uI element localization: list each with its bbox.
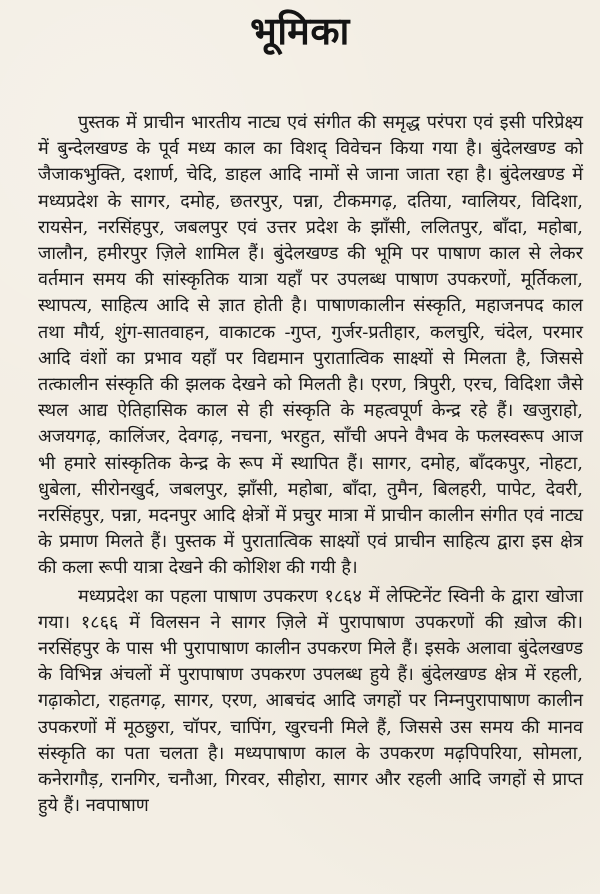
paragraph-2: मध्यप्रदेश का पहला पाषाण उपकरण १८६४ में लेफ्टिनेंट स्विनी के द्वारा खोजा गया। १८६६ में विलसन ने सागर ज़िले में पुरापाषाण उपकरणों की ख़ोज की। नरसिंहपुर के पास भी पुरापाषाण कालीन उपकरण मिले हैं। इसके अलावा बुंदेलखण्ड के विभिन्न अंचलों में पुरापाषाण उपकरण उपलब्ध हुये हैं। बुंदेलखण्ड क्षेत्र में रहली, गढ़ाकोटा, राहतगढ़, सागर, एरण, आबचंद आदि जगहों पर निम्नपुरापाषाण कालीन उपकरणों में मूठछुरा, चॉपर, चापिंग, खुरचनी मिले हैं, जिससे उस समय की मानव संस्कृति का पता चलता है। मध्यपाषाण काल के उपकरण मढ़पिपरिया, सोमला, कनेरागौड़, रानगिर, चनौआ, गिरवर, सीहोरा, सागर और रहली आदि जगहों से प्राप्त हुये हैं। नवपाषाण	[38, 585, 583, 817]
paragraph-1: पुस्तक में प्राचीन भारतीय नाट्य एवं संगीत की समृद्ध परंपरा एवं इसी परिप्रेक्ष्य में बुन्देलखण्ड के पूर्व मध्य काल का विशद् विवेचन किया गया है। बुंदेलखण्ड को जैजाकभुक्ति, दशार्ण, चेदि, डाहल आदि नामों से जाना जाता रहा है। बुंदेलखण्ड में मध्यप्रदेश के सागर, दमोह, छतरपुर, पन्ना, टीकमगढ़, दतिया, ग्वालियर, विदिशा, रायसेन, नरसिंहपुर, जबलपुर एवं उत्तर प्रदेश के झाँसी, ललितपुर, बाँदा, महोबा, जालौन, हमीरपुर ज़िले शामिल हैं। बुंदेलखण्ड की भूमि पर पाषाण काल से लेकर वर्तमान समय की सांस्कृतिक यात्रा यहाँ पर उपलब्ध पाषाण उपकरणों, मूर्तिकला, स्थापत्य, साहित्य आदि से ज्ञात होती है। पाषाणकालीन संस्कृति, महाजनपद काल तथा मौर्य, शुंग-सातवाहन, वाकाटक -गुप्त, गुर्जर-प्रतीहार, कलचुरि, चंदेल, परमार आदि वंशों का प्रभाव यहाँ पर विद्यमान पुरातात्विक साक्ष्यों से मिलता है, जिससे तत्कालीन संस्कृति की झलक देखने को मिलती है। एरण, त्रिपुरी, एरच, विदिशा जैसे स्थल आद्य ऐतिहासिक काल से ही संस्कृति के महत्वपूर्ण केन्द्र रहे हैं। खजुराहो, अजयगढ़, कालिंजर, देवगढ़, नचना, भरहुत, साँची अपने वैभव के फलस्वरूप आज भी हमारे सांस्कृतिक केन्द्र के रूप में स्थापित हैं। सागर, दमोह, बाँदकपुर, नोहटा, धुबेला, सीरोनखुर्द, जबलपुर, झाँसी, महोबा, बाँदा, तुमैन, बिलहरी, पापेट, देवरी, नरसिंहपुर, पन्ना, मदनपुर आदि क्षेत्रों में प्रचुर मात्रा में प्राचीन कालीन संगीत एवं नाट्य के प्रमाण मिलते हैं। पुस्तक में पुरातात्विक साक्ष्यों एवं प्राचीन साहित्य द्वारा इस क्षेत्र की कला रूपी यात्रा देखने की कोशिश की गयी है।	[38, 112, 583, 579]
body-text	[38, 110, 583, 819]
page-title: भूमिका	[250, 8, 350, 53]
